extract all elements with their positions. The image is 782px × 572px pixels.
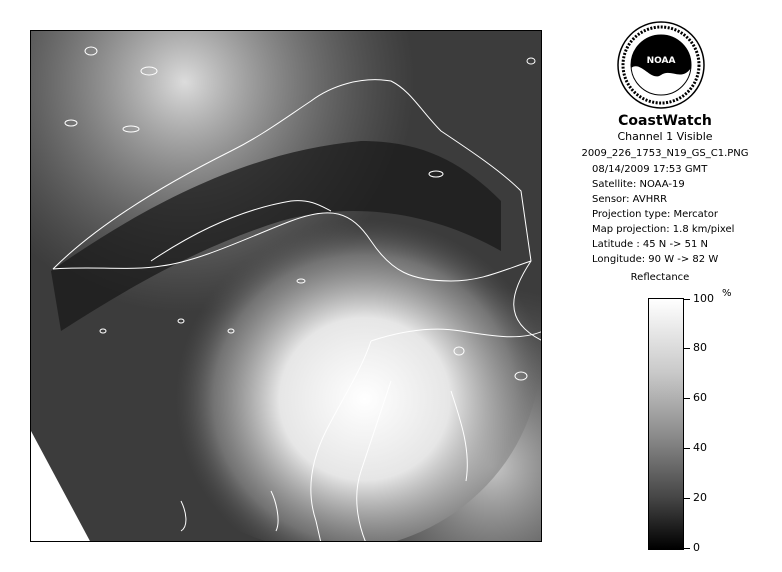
sensor-label: Sensor: AVHRR: [592, 194, 668, 205]
file-name: 2009_226_1753_N19_GS_C1.PNG: [581, 148, 749, 159]
satellite-label: Satellite: NOAA-19: [592, 179, 685, 190]
scale-tick-label: 20: [693, 491, 707, 504]
brand-title: CoastWatch: [618, 113, 712, 129]
scale-tick: [684, 498, 690, 499]
scale-title: Reflectance: [630, 272, 690, 283]
satellite-image: [31, 31, 542, 542]
scale-tick-label: 0: [693, 541, 700, 554]
projection-type: Projection type: Mercator: [592, 209, 718, 220]
scale-tick-label: 60: [693, 391, 707, 404]
scale-tick: [684, 448, 690, 449]
reflectance-color-scale: [648, 298, 684, 550]
scale-tick: [684, 348, 690, 349]
scale-unit: %: [722, 288, 732, 299]
satellite-image-panel: [30, 30, 542, 542]
noaa-seal-icon: [616, 20, 706, 110]
scale-tick: [684, 548, 690, 549]
noaa-logo: [616, 20, 706, 110]
latitude-range: Latitude : 45 N -> 51 N: [592, 239, 708, 250]
map-projection: Map projection: 1.8 km/pixel: [592, 224, 735, 235]
scale-tick: [684, 299, 690, 300]
scale-tick-label: 100: [693, 292, 714, 305]
date-time: 08/14/2009 17:53 GMT: [592, 164, 708, 175]
channel-label: Channel 1 Visible: [617, 130, 713, 143]
longitude-range: Longitude: 90 W -> 82 W: [592, 254, 719, 265]
svg-text:NOAA: NOAA: [646, 56, 676, 66]
scale-tick: [684, 398, 690, 399]
scale-tick-label: 40: [693, 441, 707, 454]
scale-tick-label: 80: [693, 341, 707, 354]
storm-cloud-mass: [121, 151, 541, 542]
